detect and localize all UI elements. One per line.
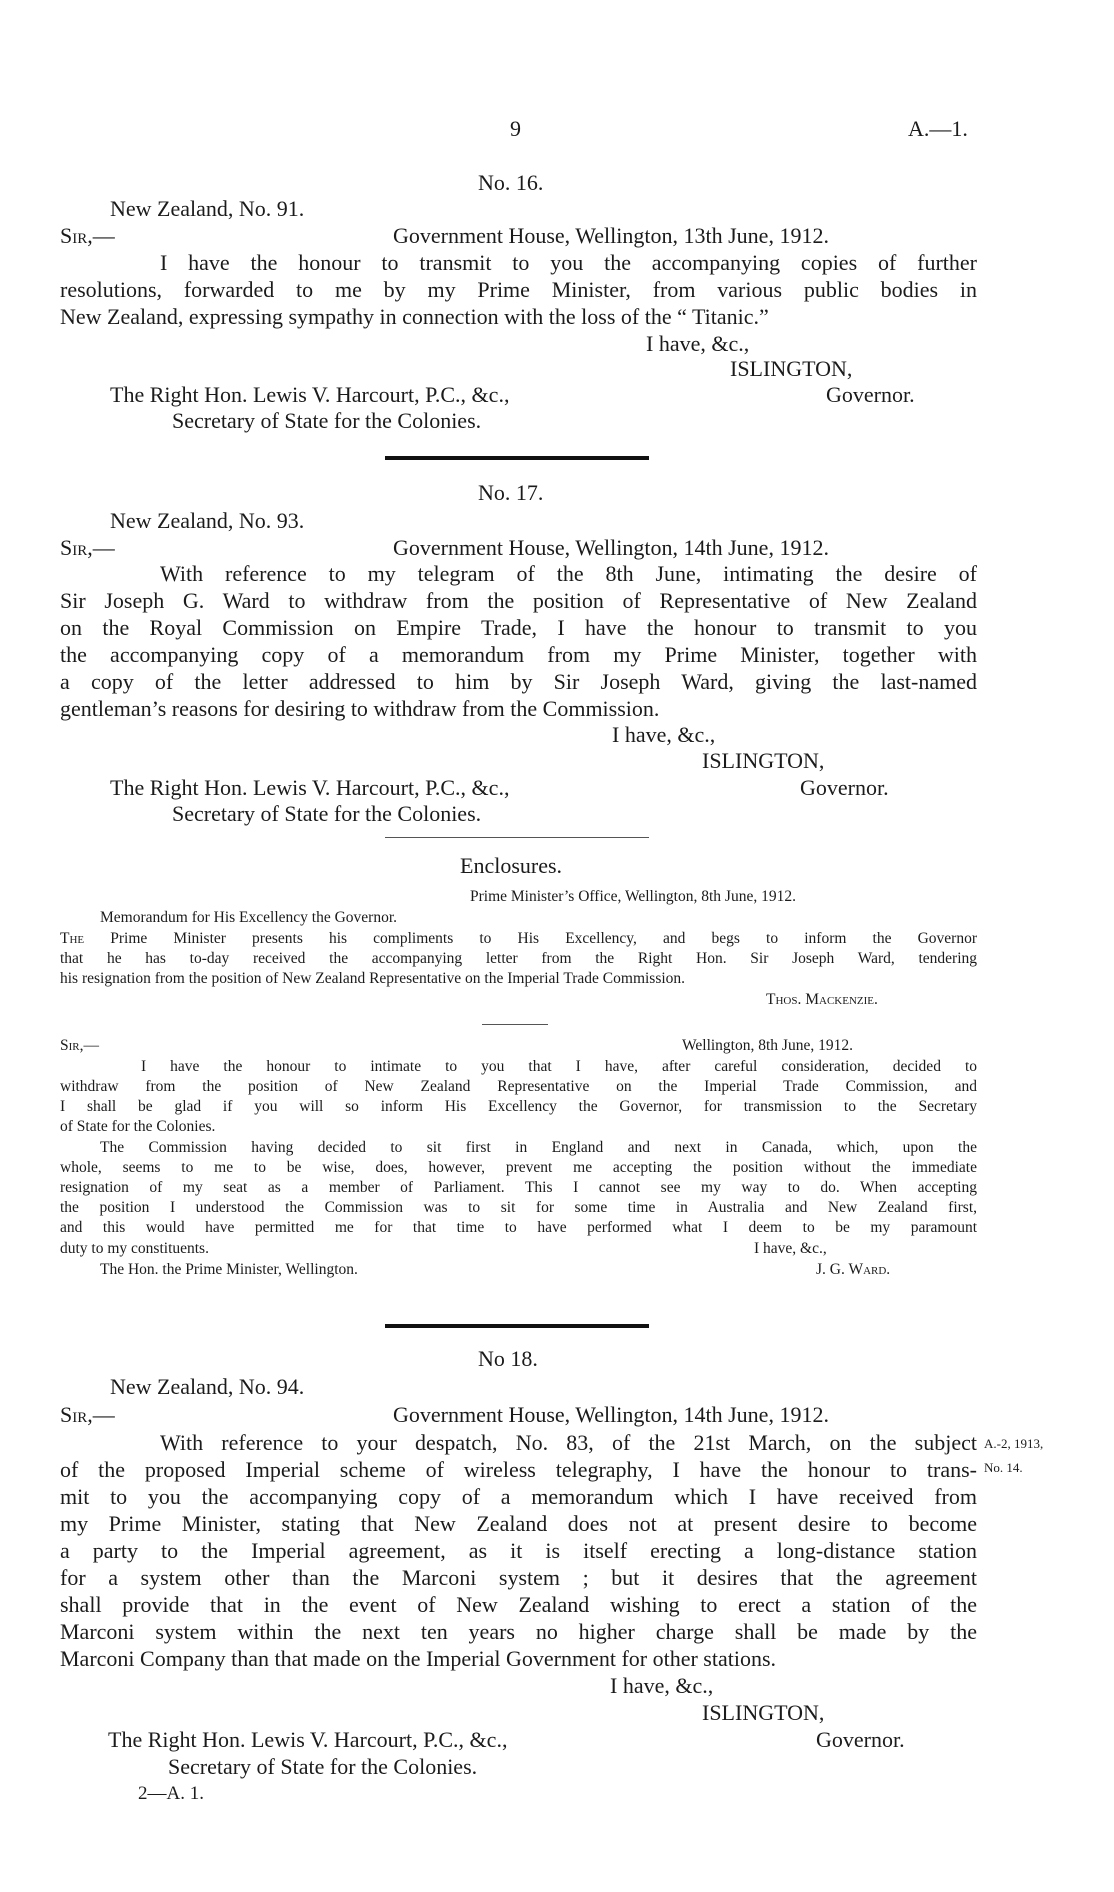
signature-title: Governor.: [816, 1727, 905, 1752]
body-line: Marconi Company than that made on the Imperial Government for other stations.: [60, 1646, 777, 1671]
recipient-title: Secretary of State for the Colonies.: [172, 801, 482, 826]
salutation: Sir,—: [60, 535, 115, 560]
sender-address: Government House, Wellington, 13th June, 1912.: [393, 223, 829, 248]
enclosure-signature: J. G. Ward.: [816, 1261, 891, 1278]
body-line: I have the honour to transmit to you the accompanying copies of further: [160, 250, 977, 275]
salutation: Sir,—: [60, 223, 115, 248]
enclosure-line: and this would have permitted me for that time to have performed what I deem to be my paramount: [60, 1219, 977, 1236]
recipient-name: The Right Hon. Lewis V. Harcourt, P.C., &c.,: [108, 1727, 508, 1752]
enclosure-line: of State for the Colonies.: [60, 1118, 216, 1135]
body-line: mit to you the accompanying copy of a memorandum which I have received from: [60, 1484, 977, 1509]
letter-number: No. 16.: [478, 170, 544, 195]
enclosure-recipient: The Hon. the Prime Minister, Wellington.: [100, 1261, 358, 1278]
despatch-reference: New Zealand, No. 93.: [110, 508, 305, 533]
enclosure-line: The Commission having decided to sit first in England and next in Canada, which, upon the: [100, 1139, 977, 1156]
sender-address: Government House, Wellington, 14th June, 1912.: [393, 1402, 829, 1427]
body-line: shall provide that in the event of New Zealand wishing to erect a station of the: [60, 1592, 977, 1617]
memo-line: that he has to-day received the accompanying letter from the Right Hon. Sir Joseph Ward, tendering: [60, 950, 977, 967]
enclosure-line: the position I understood the Commission was to sit for some time in Australia and New Zealand first,: [60, 1199, 977, 1216]
letter-number: No 18.: [478, 1346, 538, 1371]
margin-note: A.-2, 1913,: [984, 1436, 1044, 1451]
signature: ISLINGTON,: [702, 748, 825, 773]
body-line: a copy of the letter addressed to him by Sir Joseph Ward, giving the last-named: [60, 669, 977, 694]
body-line: the accompanying copy of a memorandum from my Prime Minister, together with: [60, 642, 977, 667]
memo-line: [60, 930, 977, 948]
enclosure-address: Wellington, 8th June, 1912.: [682, 1037, 853, 1054]
body-line: With reference to your despatch, No. 83, of the 21st March, on the subject: [160, 1430, 977, 1455]
memo-address: Prime Minister’s Office, Wellington, 8th June, 1912.: [470, 888, 796, 905]
signature-title: Governor.: [826, 382, 915, 407]
enclosure-line: duty to my constituents.: [60, 1240, 209, 1257]
body-line: on the Royal Commission on Empire Trade, I have the honour to transmit to you: [60, 615, 977, 640]
recipient-title: Secretary of State for the Colonies.: [168, 1754, 478, 1779]
section-divider: [385, 837, 649, 838]
closing: I have, &c.,: [612, 722, 716, 747]
document-reference: A.—1.: [908, 116, 968, 141]
despatch-reference: New Zealand, No. 91.: [110, 196, 305, 221]
salutation: Sir,—: [60, 1402, 115, 1427]
enclosure-line: I shall be glad if you will so inform His Excellency the Governor, for transmission to the Secretary: [60, 1098, 977, 1115]
closing: I have, &c.,: [610, 1673, 714, 1698]
sender-address: Government House, Wellington, 14th June, 1912.: [393, 535, 829, 560]
body-line: New Zealand, expressing sympathy in connection with the loss of the “ Titanic.”: [60, 304, 769, 329]
despatch-reference: New Zealand, No. 94.: [110, 1374, 305, 1399]
body-line: Marconi system within the next ten years no higher charge shall be made by the: [60, 1619, 977, 1644]
signature: ISLINGTON,: [702, 1700, 825, 1725]
memo-title: Memorandum for His Excellency the Governor.: [100, 909, 397, 926]
body-line: Sir Joseph G. Ward to withdraw from the position of Representative of New Zealand: [60, 588, 977, 613]
enclosures-heading: Enclosures.: [460, 853, 563, 878]
enclosure-salutation: Sir,—: [60, 1037, 99, 1054]
enclosure-divider: [482, 1024, 548, 1025]
recipient-title: Secretary of State for the Colonies.: [172, 408, 482, 433]
body-line: With reference to my telegram of the 8th June, intimating the desire of: [160, 561, 977, 586]
enclosure-line: withdraw from the position of New Zealand Representative on the Imperial Trade Commission, and: [60, 1078, 977, 1095]
letter-number: No. 17.: [478, 480, 544, 505]
memo-line: his resignation from the position of New Zealand Representative on the Imperial Trade Commission.: [60, 970, 686, 987]
body-line: resolutions, forwarded to me by my Prime Minister, from various public bodies in: [60, 277, 977, 302]
body-line: gentleman’s reasons for desiring to withdraw from the Commission.: [60, 696, 660, 721]
body-line: a party to the Imperial agreement, as it is itself erecting a long-distance station: [60, 1538, 977, 1563]
memo-signature: Thos. Mackenzie.: [766, 991, 878, 1008]
recipient-name: The Right Hon. Lewis V. Harcourt, P.C., &c.,: [110, 382, 510, 407]
enclosure-line: resignation of my seat as a member of Parliament. This I cannot see my way to do. When accepting: [60, 1179, 977, 1196]
section-divider: [385, 1324, 649, 1328]
signature-title: Governor.: [800, 775, 889, 800]
closing: I have, &c.,: [646, 331, 750, 356]
enclosure-closing: I have, &c.,: [754, 1240, 827, 1257]
enclosure-line: whole, seems to me to be wise, does, however, prevent me accepting the position without the immediate: [60, 1159, 977, 1176]
section-divider: [385, 456, 649, 460]
body-line: of the proposed Imperial scheme of wireless telegraphy, I have the honour to trans-: [60, 1457, 977, 1482]
memo-line-text: Prime Minister presents his compliments to His Excellency, and begs to inform the Governor: [110, 930, 977, 947]
body-line: for a system other than the Marconi system ; but it desires that the agreement: [60, 1565, 977, 1590]
page-number: 9: [510, 116, 521, 141]
memo-first-word: The: [60, 930, 85, 947]
body-line: my Prime Minister, stating that New Zealand does not at present desire to become: [60, 1511, 977, 1536]
signature: ISLINGTON,: [730, 356, 853, 381]
printer-signature-mark: 2—A. 1.: [138, 1783, 204, 1804]
recipient-name: The Right Hon. Lewis V. Harcourt, P.C., &c.,: [110, 775, 510, 800]
enclosure-line: I have the honour to intimate to you that I have, after careful consideration, decided to: [141, 1058, 977, 1075]
margin-note: No. 14.: [984, 1460, 1023, 1475]
